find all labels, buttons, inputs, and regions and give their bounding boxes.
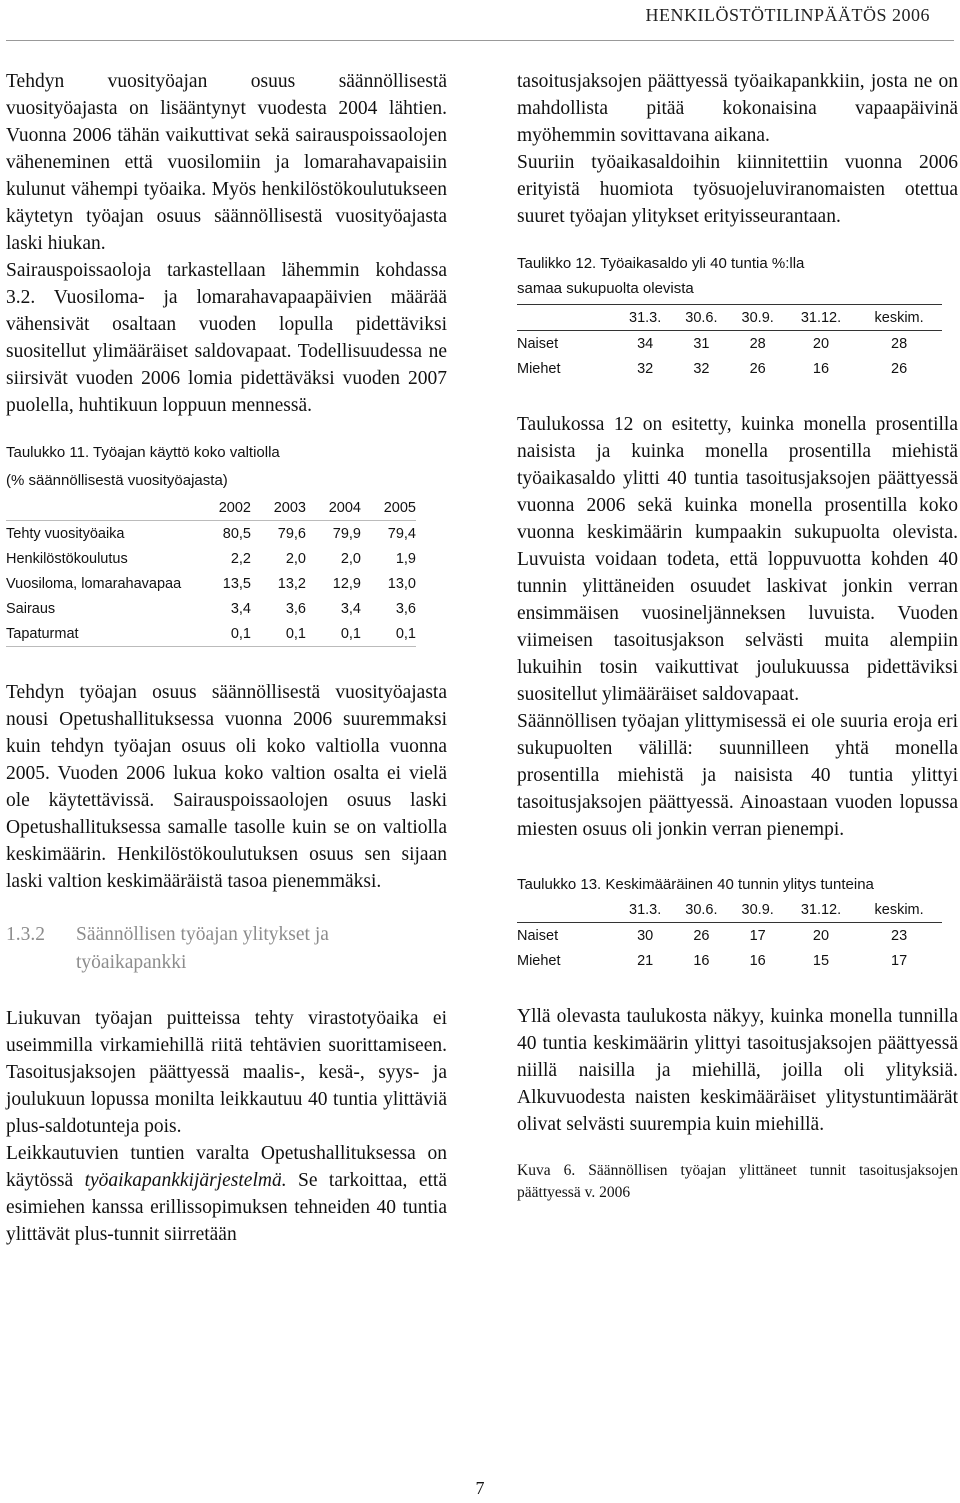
table-cell: 79,4 <box>387 525 416 542</box>
paragraph <box>6 1140 447 1248</box>
row-label: Sairaus <box>6 600 56 617</box>
section-number: 1.3.2 <box>6 924 45 945</box>
running-header: HENKILÖSTÖTILINPÄÄTÖS 2006 <box>645 5 930 25</box>
table-11 <box>6 441 447 647</box>
paragraph: Säännöllisen työajan ylittymisessä ei ole suuria eroja eri sukupuolten välillä: suunnilleen yhtä monella prosentilla miehistä ja naisista 40 tuntia ylittyi tasoitusjaksojen päättyessä. Ainoastaan vuoden lopussa miesten osuus oli jonkin verran pienempi. <box>517 711 958 840</box>
table-cell: 3,4 <box>340 600 361 617</box>
paragraph: Liukuvan työajan puitteissa tehty virastotyöaika ei useimmilla virkamiehillä riitä tehtävien suorittamiseen. Tasoitusjaksojen päättyessä maalis-, kesä-, syys- ja joulukuun lopussa monilta leikkautuu 40 tuntia ylittäviä plus-saldotunteja pois. <box>6 1008 447 1137</box>
page-number: 7 <box>475 1478 485 1498</box>
header-rule <box>6 40 954 41</box>
table-header-row <box>517 305 942 331</box>
column-header: 30.9. <box>730 305 786 331</box>
table-cell: 34 <box>637 335 654 352</box>
paragraph: Yllä olevasta taulukosta näkyy, kuinka monella tunnilla 40 tuntia keskimäärin ylittyi tasoitusjaksojen päättyessä niillä naisilla ja miehillä, joilla oli ylityksiä. Alkuvuodesta naisten keskimääräiset ylitystuntimäärät olivat selvästi suurempia kuin miehillä. <box>517 1006 958 1135</box>
right-column <box>517 68 958 1220</box>
table-13 <box>517 873 958 973</box>
table-cell: 15 <box>812 952 830 969</box>
table-cell: 26 <box>891 360 908 377</box>
column-header: 30.6. <box>673 305 729 331</box>
table-row <box>6 546 416 571</box>
table-cell: 23 <box>891 927 908 944</box>
table-header-row <box>517 897 942 923</box>
table-caption: Taulukko 11. Työajan käyttö koko valtiolla <box>6 444 280 461</box>
row-label: Henkilöstökoulutus <box>6 550 128 567</box>
column-header: 30.6. <box>673 897 729 923</box>
table-caption: Taulikko 12. Työaikasaldo yli 40 tuntia %:lla <box>517 255 805 272</box>
table-cell: 30 <box>637 927 654 944</box>
table-cell: 13,0 <box>387 575 416 592</box>
column-header: 31.3. <box>617 897 673 923</box>
table-cell: 16 <box>693 952 710 969</box>
table-cell: 80,5 <box>222 525 251 542</box>
table-cell: 20 <box>812 335 830 352</box>
table-cell: 3,6 <box>285 600 306 617</box>
table-cell: 21 <box>637 952 654 969</box>
section-title: Säännöllisen työajan ylitykset ja työaikapankki <box>76 924 329 973</box>
table-cell: 0,1 <box>196 621 251 647</box>
table-cell: 26 <box>693 927 710 944</box>
table-cell: 79,9 <box>332 525 361 542</box>
row-label: Miehet <box>517 360 561 377</box>
column-header: 31.12. <box>786 305 856 331</box>
column-header: 2002 <box>196 495 251 521</box>
table-12 <box>517 252 958 381</box>
paragraph: Tehdyn vuosityöajan osuus säännöllisestä vuosityöajasta on lisääntynyt vuodesta 2004 lähtien. Vuonna 2006 tähän vaikuttivat sekä sairauspoissaolojen väheneminen että vuosilomiin ja lomarahavapaisiin kulunut vähempi työaika. Myös henkilöstökoulutukseen käytetyn työajan osuus säännöllisestä vuosityöajasta laski hiukan. <box>6 71 447 254</box>
table-header-row <box>6 495 416 521</box>
table-cell: 26 <box>749 360 766 377</box>
table-row <box>6 571 416 596</box>
table-caption: samaa sukupuolta olevista <box>517 280 694 297</box>
table-cell: 3,6 <box>395 600 416 617</box>
table-row <box>6 621 416 647</box>
figure-caption: Kuva 6. Säännöllisen työajan ylittäneet tunnit tasoitusjaksojen päättyessä v. 2006 <box>517 1162 958 1201</box>
data-table <box>517 304 942 381</box>
row-label: Naiset <box>517 927 559 944</box>
table-cell: 17 <box>891 952 908 969</box>
column-header: keskim. <box>856 897 942 923</box>
column-header: 2005 <box>361 495 416 521</box>
paragraph: Tehdyn työajan osuus säännöllisestä vuosityöajasta nousi Opetushallituksessa vuonna 2006 suuremmaksi kuin tehdyn työajan osuus oli koko valtiolla vuonna 2005. Vuoden 2006 lukua koko valtion osalta ei vielä ole käytettävissä. Sairauspoissaolojen osuus laski Opetushallituksessa samalle tasolle kuin se on valtiolla keskimäärin. Henkilöstökoulutuksen osuus sen sijaan laski valtion keskimääräistä tasoa pienemmäksi. <box>6 682 447 892</box>
table-cell: 2,0 <box>285 550 306 567</box>
table-cell: 79,6 <box>277 525 306 542</box>
table-cell: 16 <box>749 952 766 969</box>
paragraph: Sairauspoissaoloja tarkastellaan lähemmin kohdassa 3.2. Vuosiloma- ja lomarahavapaapäivien määrää vähensivät osaltaan vuoden lopulla pidettäviksi suositellut ylimääräiset saldovapaat. Todellisuudessa ne siirsivät vuoden 2006 lomia pidettäväksi vuoden 2007 puolella, huhtikuun loppuun mennessä. <box>6 260 447 416</box>
paragraph: Taulukossa 12 on esitetty, kuinka monella prosentilla naisista ja kuinka monella prosentilla miehistä työaikasaldo ylitti 40 tuntia tasoitusjaksojen päättyessä vuonna 2006 sekä kuinka monella prosentilla koko vuonna keskimäärin kumpaakin sukupuolta olevista. Luvuista voidaan todeta, että loppuvuotta kohden 40 tunnin ylittäneiden osuudet laskivat jonkin verran ensimmäisen vuosineljänneksen luvuista. Vuoden viimeisen tasoitusjakson selvästi muita alempiin lukuihin tosin vaikuttivat joulukuussa pidettäviksi suositellut ylimääräiset saldovapaat. <box>517 414 958 705</box>
table-row <box>517 923 942 949</box>
table-cell: 2,0 <box>340 550 361 567</box>
column-header: 30.9. <box>730 897 786 923</box>
row-label: Miehet <box>517 952 561 969</box>
row-label: Tapaturmat <box>6 621 196 647</box>
table-cell: 32 <box>693 360 710 377</box>
data-table <box>517 897 942 973</box>
data-table <box>6 495 416 647</box>
table-row <box>6 521 416 547</box>
table-cell: 0,1 <box>361 621 416 647</box>
table-cell: 32 <box>637 360 654 377</box>
table-row <box>6 596 416 621</box>
table-cell: 28 <box>749 335 766 352</box>
italic-term: työaikapankkijärjestelmä. <box>84 1170 287 1191</box>
table-caption: (% säännöllisestä vuosityöajasta) <box>6 472 228 489</box>
text-span: Leikkautuvien tuntien varalta Opetushallituksessa on käytössä <box>6 1143 447 1191</box>
table-cell: 31 <box>693 335 710 352</box>
column-header: 2004 <box>306 495 361 521</box>
table-cell: 0,1 <box>251 621 306 647</box>
paragraph: Suuriin työaikasaldoihin kiinnitettiin vuonna 2006 erityistä huomiota työsuojeluviranomaisten otettua suuret työajan ylitykset erityisseurantaan. <box>517 152 958 227</box>
row-label: Naiset <box>517 335 559 352</box>
table-cell: 17 <box>749 927 766 944</box>
paragraph: tasoitusjaksojen päättyessä työaikapankkiin, josta ne on mahdollista pitää kokonaisina vapaapäivinä myöhemmin sovittavana aikana. <box>517 71 958 146</box>
table-row <box>517 331 942 357</box>
text-span: Se tarkoittaa, että esimiehen kanssa erillissopimuksen tehneiden 40 tuntia ylittävät plus-tunnit siirretään <box>6 1170 447 1245</box>
left-column <box>6 68 447 1248</box>
table-cell: 20 <box>812 927 830 944</box>
column-header: 2003 <box>251 495 306 521</box>
table-cell: 13,5 <box>222 575 251 592</box>
section-heading <box>6 921 447 977</box>
column-header: 31.12. <box>786 897 856 923</box>
table-cell: 0,1 <box>306 621 361 647</box>
row-label: Tehty vuosityöaika <box>6 525 125 542</box>
column-header: keskim. <box>856 305 942 331</box>
column-header: 31.3. <box>617 305 673 331</box>
table-cell: 12,9 <box>332 575 361 592</box>
table-cell: 16 <box>812 360 830 377</box>
table-cell: 13,2 <box>277 575 306 592</box>
table-row <box>517 948 942 973</box>
row-label: Vuosiloma, lomarahavapaa <box>6 575 182 592</box>
table-row <box>517 356 942 381</box>
table-cell: 2,2 <box>230 550 251 567</box>
table-cell: 28 <box>891 335 908 352</box>
table-caption: Taulukko 13. Keskimääräinen 40 tunnin ylitys tunteina <box>517 876 874 893</box>
table-cell: 3,4 <box>230 600 251 617</box>
table-cell: 1,9 <box>395 550 416 567</box>
